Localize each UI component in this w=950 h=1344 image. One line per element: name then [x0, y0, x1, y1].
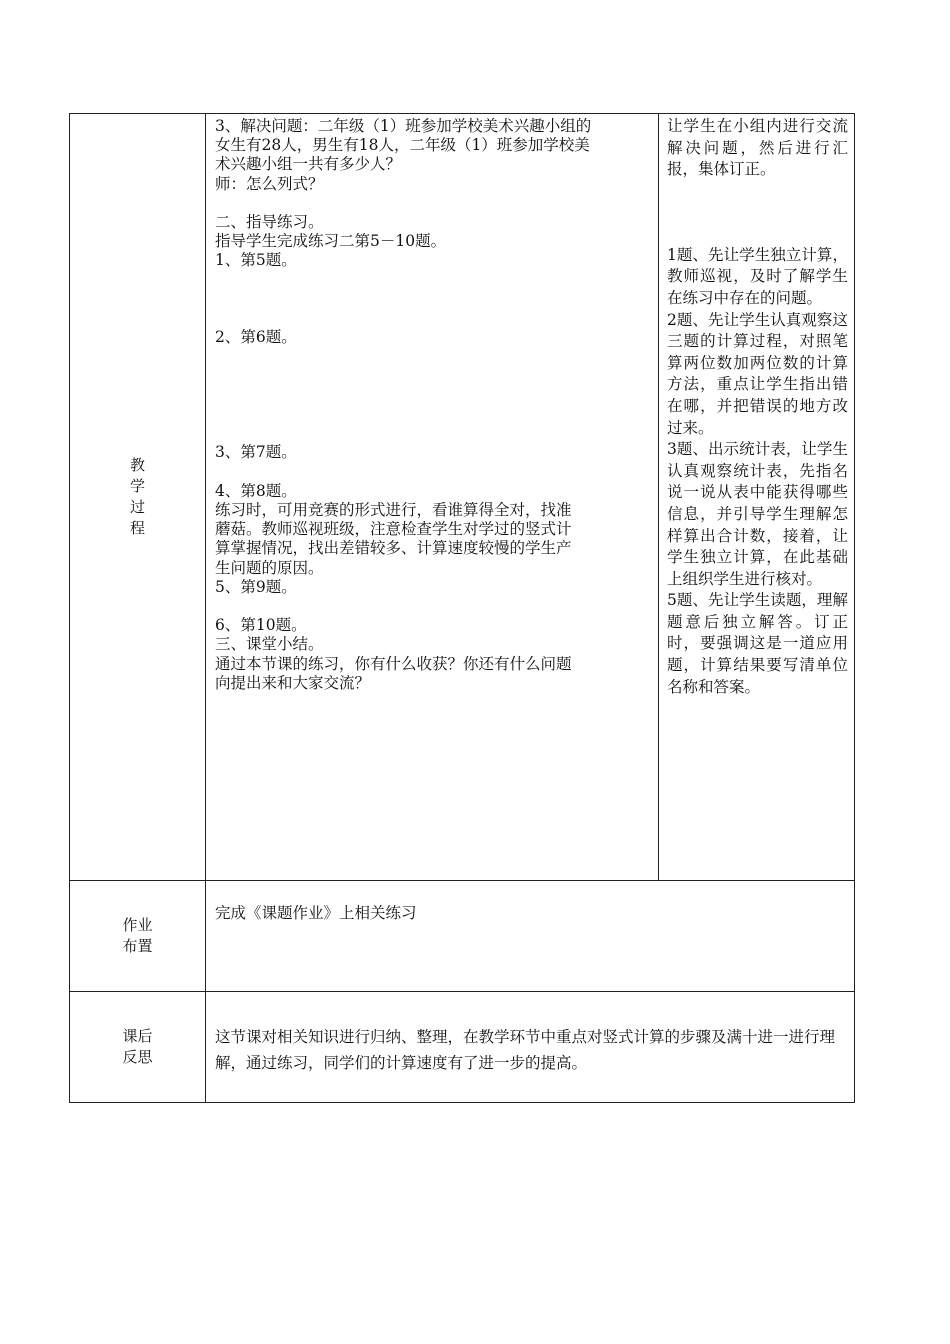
process-line: 3、第7题。 — [215, 443, 297, 462]
process-line: 蘑菇。教师巡视班级，注意检查学生对学过的竖式计 — [215, 520, 572, 539]
process-line: 6、第10题。 — [215, 616, 307, 635]
reflection-text: 这节课对相关知识进行归纳、整理，在教学环节中重点对竖式计算的步骤及满十进一进行理解，通过练习，同学们的计算速度有了进一步的提高。 — [215, 1028, 836, 1072]
homework-content-cell — [206, 881, 855, 992]
homework-label-cell — [70, 881, 206, 992]
process-line — [215, 367, 652, 386]
homework-text: 完成《课题作业》上相关练习 — [215, 904, 417, 922]
process-line: 指导学生完成练习二第5－10题。 — [215, 232, 447, 251]
process-line: 算掌握情况，找出差错较多、计算速度较慢的学生产 — [215, 539, 572, 558]
process-line: 三、课堂小结。 — [215, 635, 324, 654]
process-line — [215, 386, 652, 405]
process-label-char: 程 — [129, 519, 145, 537]
process-label-char: 过 — [129, 498, 145, 516]
process-line — [215, 405, 652, 424]
process-line: 5、第9题。 — [215, 577, 297, 596]
process-main-text — [206, 114, 658, 693]
reflection-label-line: 反思 — [122, 1048, 153, 1066]
process-line — [215, 271, 652, 290]
process-notes-cell — [659, 114, 855, 881]
homework-label-line: 作业 — [122, 916, 153, 934]
process-line: 4、第8题。 — [215, 481, 297, 500]
process-row — [70, 114, 855, 881]
process-line: 术兴趣小组一共有多少人？ — [215, 155, 402, 174]
process-label-char: 教 — [129, 456, 145, 474]
process-line — [215, 290, 652, 309]
note-exercise-1: 1题、先让学生独立计算，教师巡视，及时了解学生在练习中存在的问题。 — [667, 245, 848, 307]
process-line: 生问题的原因。 — [215, 558, 324, 577]
process-line — [215, 194, 652, 213]
reflection-row — [70, 992, 855, 1103]
process-line: 师：怎么列式？ — [215, 174, 324, 193]
process-line: 女生有28人，男生有18人，二年级（1）班参加学校美 — [215, 136, 590, 155]
reflection-label-cell — [70, 992, 206, 1103]
process-line — [215, 424, 652, 443]
process-line — [215, 347, 652, 366]
process-line: 练习时，可用竞赛的形式进行，看谁算得全对，找准 — [215, 500, 572, 519]
process-line: 通过本节课的练习，你有什么收获？你还有什么问题 — [215, 654, 572, 673]
process-main-cell — [206, 114, 659, 881]
process-label-char: 学 — [129, 477, 145, 495]
homework-label — [122, 915, 152, 957]
note-exercise-2: 2题、先让学生认真观察这三题的计算过程，对照笔算两位数加两位数的计算方法，重点让学生指出错在哪，并把错误的地方改过来。 — [667, 310, 848, 437]
process-label-cell — [70, 114, 206, 881]
homework-row — [70, 881, 855, 992]
process-line: 2、第6题。 — [215, 328, 297, 347]
process-label — [130, 455, 145, 539]
homework-label-line: 布置 — [122, 937, 153, 955]
note-exercise-3: 3题、出示统计表，让学生认真观察统计表，先指名说一说从表中能获得哪些信息，并引导学生理解怎样算出合计数，接着，让学生独立计算，在此基础上组织学生进行核对。 — [667, 440, 848, 588]
process-line: 二、指导练习。 — [215, 213, 324, 231]
reflection-content-cell — [206, 992, 855, 1103]
process-line: 向提出来和大家交流？ — [215, 673, 371, 692]
reflection-label-line: 课后 — [122, 1027, 153, 1045]
process-line: 3、解决问题：二年级（1）班参加学校美术兴趣小组的 — [215, 117, 592, 135]
process-line — [215, 463, 652, 482]
reflection-label — [122, 1026, 152, 1068]
process-line — [215, 309, 652, 328]
lesson-plan-table — [69, 113, 855, 1103]
process-line — [215, 597, 652, 616]
process-line: 1、第5题。 — [215, 251, 297, 270]
note-problem-solving: 让学生在小组内进行交流解决问题，然后进行汇报，集体订正。 — [667, 117, 848, 179]
note-exercise-5: 5题、先让学生读题，理解题意后独立解答。订正时，要强调这是一道应用题，计算结果要写清单位名称和答案。 — [667, 591, 848, 696]
process-notes — [659, 114, 854, 698]
